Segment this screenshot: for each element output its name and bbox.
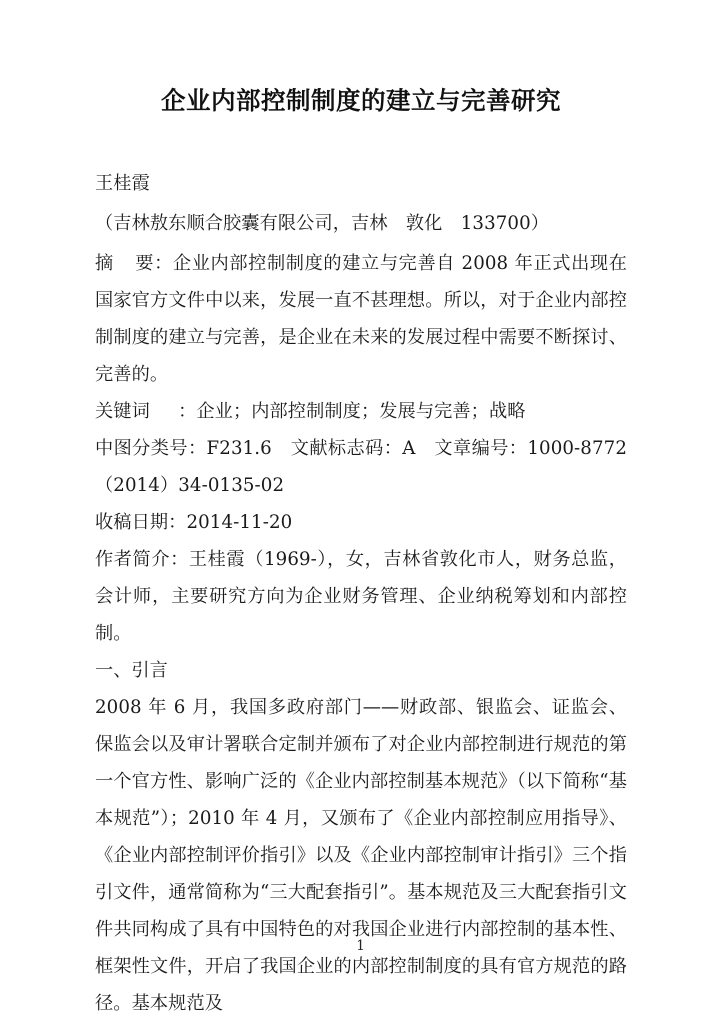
keywords-label: 关键词	[95, 401, 150, 422]
clc-and-article-number-line: 中图分类号：F231.6 文献标志码：A 文章编号：1000-8772（2014）34-0135-02	[95, 438, 627, 496]
section-paragraph-introduction: 2008 年 6 月，我国多政府部门——财政部、银监会、证监会、保监会以及审计署联合定制并颁布了对企业内部控制进行规范的第一个官方性、影响广泛的《企业内部控制基本规范》（以下简称“基本规范”）；2010 年 4 月，又颁布了《企业内部控制应用指导》、《企业内部控制评价指引》以及《企业内部控制审计指引》三个指引文件，通常简称为“三大配套指引”。基本规范及三大配套指引文件共同构成了具有中国特色的对我国企业进行内部控制的基本性、框架性文件，开启了我国企业的内部控制制度的具有官方规范的路径。基本规范及	[95, 697, 627, 1014]
received-date-label: 收稿日期：	[95, 512, 187, 533]
keywords-text: ：企业；内部控制制度；发展与完善；战略	[178, 401, 526, 422]
author-name: 王桂霞	[95, 173, 150, 194]
page-content	[95, 0, 627, 1020]
page-number: 1	[356, 938, 365, 954]
section-heading-introduction: 一、引言	[95, 660, 168, 681]
author-bio-label: 作者简介：	[95, 549, 189, 570]
abstract-label-colon: 要：	[134, 253, 173, 274]
author-bio-line	[95, 541, 627, 652]
page-title: 企业内部控制制度的建立与完善研究	[161, 86, 561, 115]
author-bio-text: 王桂霞（1969-），女，吉林省敦化市人，财务总监，会计师，主要研究方向为企业财务管理、企业纳税筹划和内部控制。	[95, 549, 627, 644]
received-date-value: 2014-11-20	[186, 512, 293, 533]
abstract-label: 摘	[95, 253, 114, 274]
abstract-block	[95, 245, 627, 393]
title-author-spacer	[95, 118, 627, 165]
keywords-block	[95, 393, 627, 430]
abstract-text: 企业内部控制制度的建立与完善自 2008 年正式出现在国家官方文件中以来，发展一直不甚理想。所以，对于企业内部控制制度的建立与完善，是企业在未来的发展过程中需要不断探讨、完善的。	[95, 253, 627, 385]
received-date-line	[95, 504, 627, 541]
author-affiliation: （吉林敖东顺合胶囊有限公司，吉林 敦化 133700）	[95, 213, 550, 234]
